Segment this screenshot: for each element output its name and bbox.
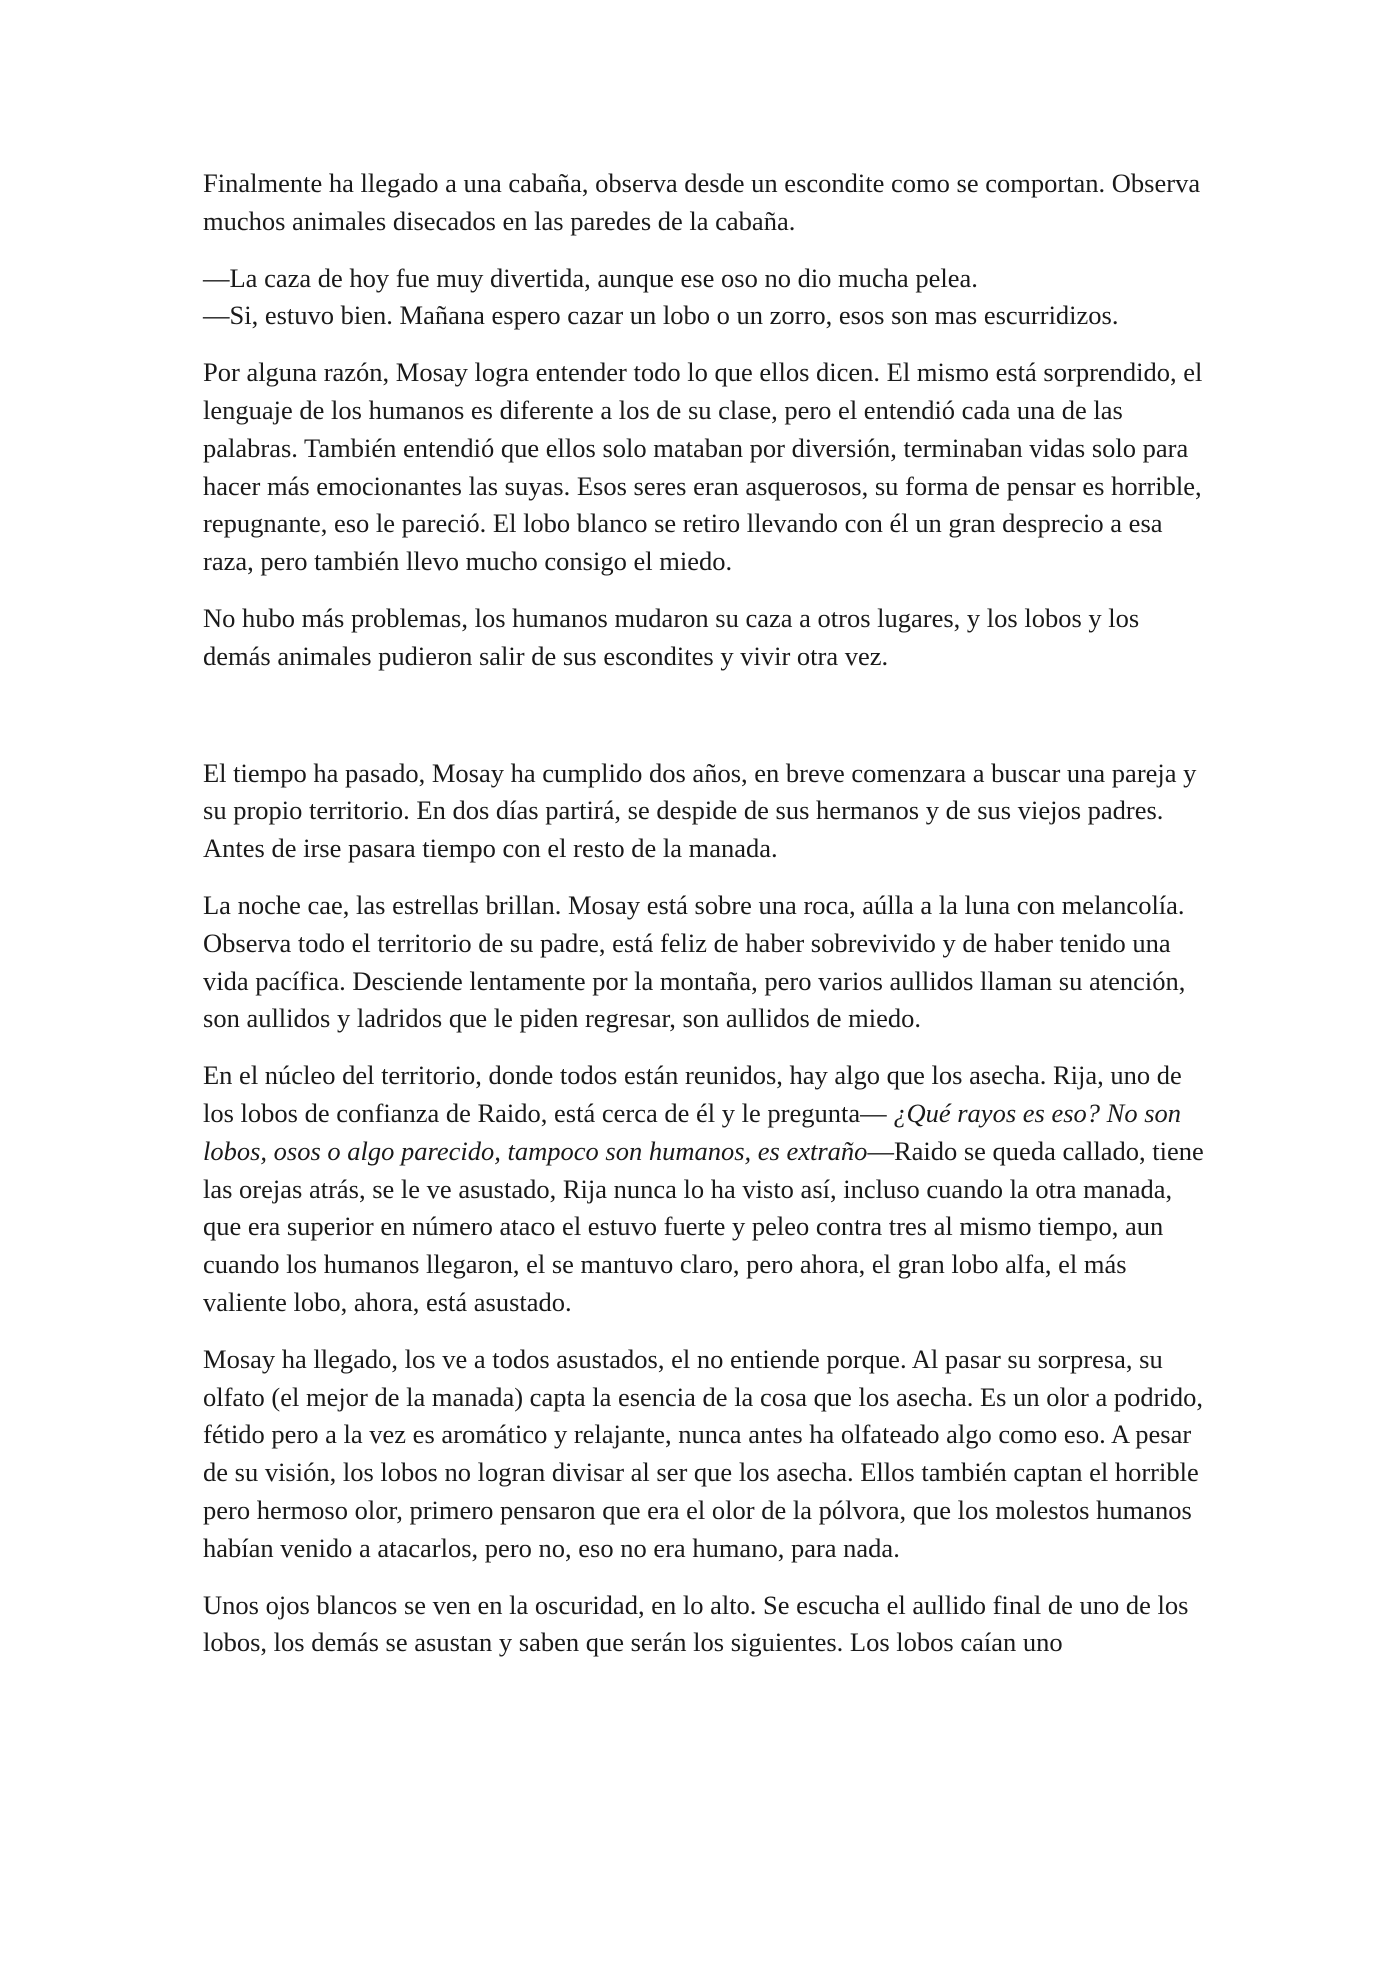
dialogue-block	[203, 260, 1213, 336]
paragraph-understanding: Por alguna razón, Mosay logra entender todo lo que ellos dicen. El mismo está sorprendido, el lenguaje de los humanos es diferente a los de su clase, pero el entendió cada una de las palabras. También entendió que ellos solo mataban por diversión, terminaban vidas solo para hacer más emocionantes las suyas. Esos seres eran asquerosos, su forma de pensar es horrible, repugnante, eso le pareció. El lobo blanco se retiro llevando con él un gran desprecio a esa raza, pero también llevo mucho consigo el miedo.	[203, 357, 1203, 577]
paragraph-time-passed: El tiempo ha pasado, Mosay ha cumplido dos años, en breve comenzara a buscar una pareja y su propio territorio. En dos días partirá, se despide de sus hermanos y de sus viejos padres. Antes de irse pasara tiempo con el resto de la manada.	[203, 757, 1197, 864]
paragraph-cabin: Finalmente ha llegado a una cabaña, observa desde un escondite como se comportan. Observa muchos animales disecados en las paredes de la cabaña.	[203, 168, 1201, 236]
italic-question: ¿Qué rayos es eso? No son lobos, osos o algo parecido, tampoco son humanos, es extraño	[203, 1097, 1182, 1166]
dialogue-line: —Si, estuvo bien. Mañana espero cazar un lobo o un zorro, esos son mas escurridizos.	[203, 300, 1119, 331]
paragraph-text: —Raido se queda callado, tiene las orejas atrás, se le ve asustado, Rija nunca lo ha visto así, incluso cuando la otra manada, que era superior en número ataco el estuvo fuerte y peleo contra tres al mismo tiempo, aun cuando los humanos llegaron, el se mantuvo claro, pero ahora, el gran lobo alfa, el más valiente lobo, ahora, está asustado.	[203, 1135, 1204, 1317]
section-break	[203, 695, 1213, 755]
dialogue-line: —La caza de hoy fue muy divertida, aunque ese oso no dio mucha pelea.	[203, 262, 978, 293]
document-body	[203, 165, 1213, 1681]
paragraph-mosay-arrives: Mosay ha llegado, los ve a todos asustados, el no entiende porque. Al pasar su sorpresa, su olfato (el mejor de la manada) capta la esencia de la cosa que los asecha. Es un olor a podrido, fétido pero a la vez es aromático y relajante, nunca antes ha olfateado algo como eso. A pesar de su visión, los lobos no logran divisar al ser que los asecha. Ellos también captan el horrible pero hermoso olor, primero pensaron que era el olor de la pólvora, que los molestos humanos habían venido a atacarlos, pero no, eso no era humano, para nada.	[203, 1343, 1203, 1563]
paragraph-no-more-problems: No hubo más problemas, los humanos mudaron su caza a otros lugares, y los lobos y los demás animales pudieron salir de sus escondites y vivir otra vez.	[203, 602, 1140, 671]
paragraph-white-eyes: Unos ojos blancos se ven en la oscuridad, en lo alto. Se escucha el aullido final de uno de los lobos, los demás se asustan y saben que serán los siguientes. Los lobos caían uno	[203, 1589, 1189, 1658]
paragraph-night-falls: La noche cae, las estrellas brillan. Mosay está sobre una roca, aúlla a la luna con melancolía. Observa todo el territorio de su padre, está feliz de haber sobrevivido y de haber tenido una vida pacífica. Desciende lentamente por la montaña, pero varios aullidos llaman su atención, son aullidos y ladridos que le piden regresar, son aullidos de miedo.	[203, 889, 1186, 1034]
paragraph-text: En el núcleo del territorio, donde todos están reunidos, hay algo que los asecha. Rija, uno de los lobos de confianza de Raido, está cerca de él y le pregunta—	[203, 1060, 1182, 1128]
paragraph-territory-core	[203, 1057, 1213, 1322]
